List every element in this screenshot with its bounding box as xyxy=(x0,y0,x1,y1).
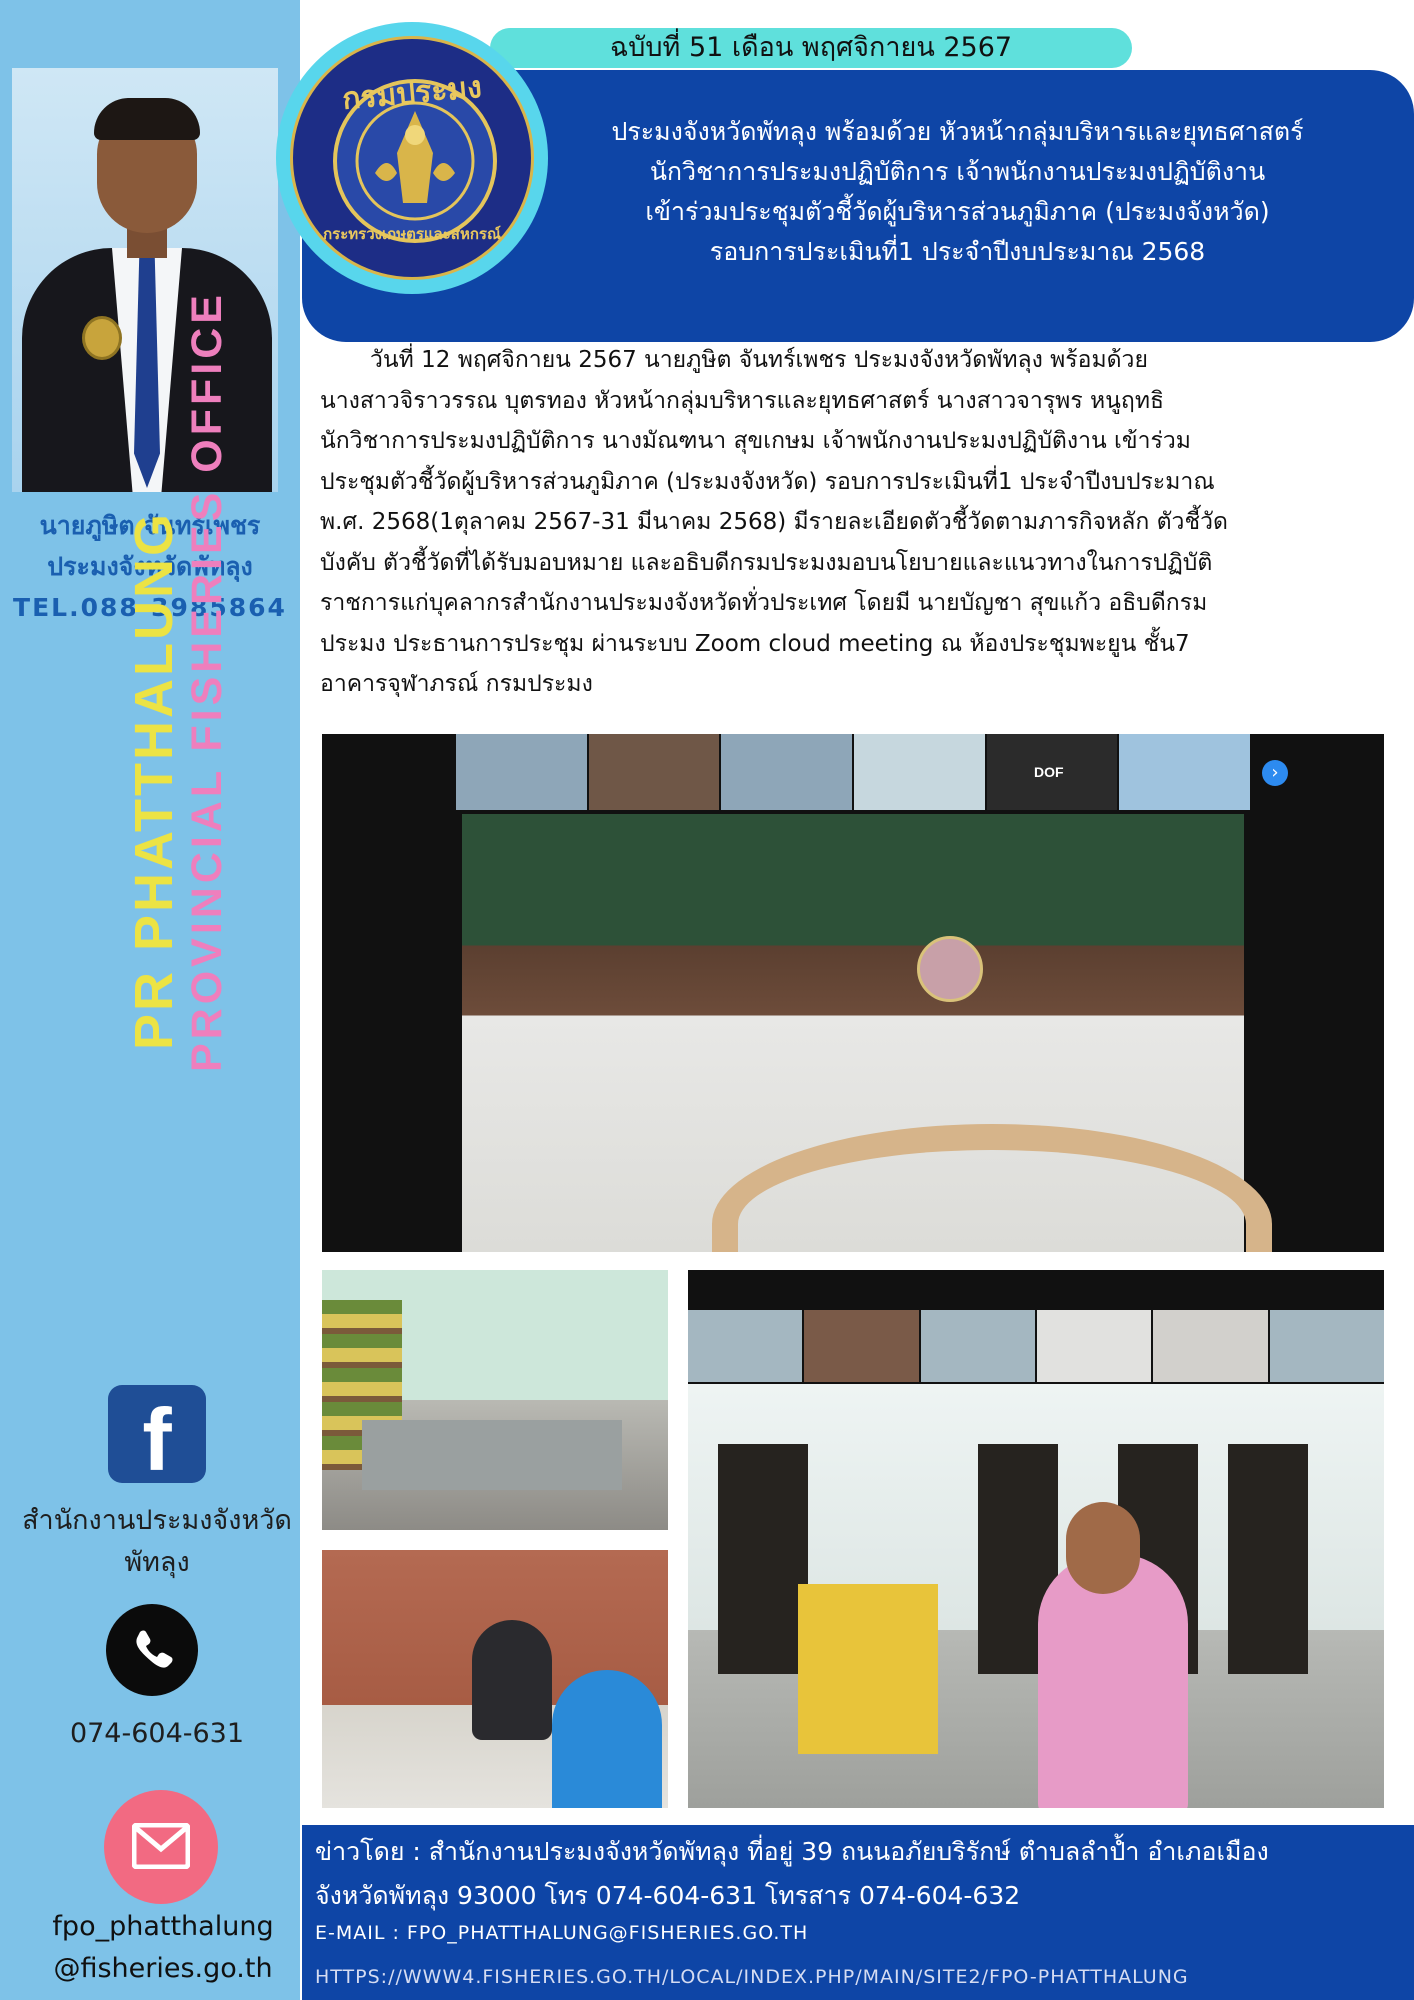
article-line: วันที่ 12 พฤศจิกายน 2567 นายภูษิต จันทร์เพชร ประมงจังหวัดพัทลุง พร้อมด้วย xyxy=(370,347,1148,373)
official-position: ประมงจังหวัดพัทลุง xyxy=(47,552,253,581)
article-line: นักวิชาการประมงปฏิบัติการ นางมัณฑนา สุขเกษม เจ้าพนักงานประมงปฏิบัติงาน เข้าร่วม xyxy=(320,428,1191,454)
footer-address-line1: ข่าวโดย : สำนักงานประมงจังหวัดพัทลุง ที่อยู่ 39 ถนนอภัยบริรักษ์ ตำบลลำป้ำ อำเภอเมือง xyxy=(315,1837,1269,1866)
issue-tab xyxy=(490,28,1132,68)
headline xyxy=(540,112,1375,272)
footer-address-line2: จังหวัดพัทลุง 93000 โทร 074-604-631 โทรสาร 074-604-632 xyxy=(315,1881,1021,1910)
headline-line: ประมงจังหวัดพัทลุง พร้อมด้วย หัวหน้ากลุ่มบริหารและยุทธศาสตร์ xyxy=(611,117,1304,146)
footer-url-link[interactable]: HTTPS://WWW4.FISHERIES.GO.TH/LOCAL/INDEX.PHP/MAIN/SITE2/FPO-PHATTHALUNG xyxy=(315,1966,1189,1988)
article-line: พ.ศ. 2568(1ตุลาคม 2567-31 มีนาคม 2568) มีรายละเอียดตัวชี้วัดตามภารกิจหลัก ตัวชี้วัด xyxy=(320,509,1228,535)
mail-icon[interactable] xyxy=(104,1790,218,1904)
official-tel: TEL.088-3985864 xyxy=(13,593,287,622)
issue-label: ฉบับที่ 51 เดือน พฤศจิกายน 2567 xyxy=(609,32,1013,63)
footer-email[interactable]: E-MAIL : FPO_PHATTHALUNG@FISHERIES.GO.TH xyxy=(315,1922,809,1944)
zoom-tile-label: DOF xyxy=(1034,764,1064,780)
official-portrait xyxy=(12,68,278,492)
facebook-page-name xyxy=(0,1500,314,1584)
badge-pin-icon xyxy=(82,316,122,360)
conference-table xyxy=(712,1124,1272,1252)
headline-line: นักวิชาการประมงปฏิบัติการ เจ้าพนักงานประมงปฏิบัติงาน xyxy=(649,157,1266,186)
department-seal-logo xyxy=(276,22,548,294)
article-line: ประชุมตัวชี้วัดผู้บริหารส่วนภูมิภาค (ประมงจังหวัด) รอบการประเมินที่1 ประจำปีงบประมาณ xyxy=(320,468,1215,495)
zoom-participant-strip xyxy=(456,734,1250,810)
article-body xyxy=(320,340,1396,705)
altar-image xyxy=(798,1584,938,1754)
zoom-meeting-photo xyxy=(322,734,1384,1252)
article-line: อาคารจุฬาภรณ์ กรมประมง xyxy=(320,671,593,697)
article-line: ราชการแก่บุคลากรสำนักงานประมงจังหวัดทั่วประเทศ โดยมี นายบัญชา สุขแก้ว อธิบดีกรม xyxy=(320,590,1208,616)
facebook-icon[interactable]: f xyxy=(108,1385,206,1483)
office-staff-photo xyxy=(322,1270,668,1530)
official-name: นายภูษิต จันทร์เพชร xyxy=(39,511,261,540)
computer-staff-photo xyxy=(322,1550,668,1808)
zoom-participant-strip-2 xyxy=(688,1310,1384,1382)
headline-line: รอบการประเมินที่1 ประจำปีงบประมาณ 2568 xyxy=(709,237,1206,266)
facebook-page-name-line1: สำนักงานประมงจังหวัด xyxy=(22,1505,292,1536)
article-line: ประมง ประธานการประชุม ผ่านระบบ Zoom cloud meeting ณ ห้องประชุมพะยูน ชั้น7 xyxy=(320,630,1190,657)
phone-number: 074-604-631 xyxy=(69,1718,245,1749)
next-arrow-icon: › xyxy=(1262,760,1288,786)
seal-top-text: กรมประมง xyxy=(340,69,484,118)
vertical-title-pr: PR PHATTHALUNG xyxy=(124,511,184,1050)
headline-line: เข้าร่วมประชุมตัวชี้วัดผู้บริหารส่วนภูมิภาค (ประมงจังหวัด) xyxy=(645,197,1270,226)
seal-bottom-text: กระทรวงเกษตรและสหกรณ์ xyxy=(323,225,501,243)
email-line2: @fisheries.go.th xyxy=(53,1953,273,1984)
zoom-director-photo xyxy=(688,1270,1384,1808)
meeting-room-image xyxy=(462,814,1244,1252)
phone-icon[interactable] xyxy=(106,1604,198,1696)
email-address xyxy=(0,1906,326,1990)
article-line: นางสาวจิราวรรณ บุตรทอง หัวหน้ากลุ่มบริหารและยุทธศาสตร์ นางสาวจารุพร หนูฤทธิ xyxy=(320,387,1165,414)
email-line1: fpo_phatthalung xyxy=(52,1911,274,1942)
vertical-title-office: PROVINCIAL FISHERIES OFFICE xyxy=(183,291,231,1072)
wall-emblem-icon xyxy=(917,936,983,1002)
article-line: บังคับ ตัวชี้วัดที่ได้รับมอบหมาย และอธิบดีกรมประมงมอบนโยบายและแนวทางในการปฏิบัติ xyxy=(320,549,1213,576)
facebook-page-name-line2: พัทลุง xyxy=(124,1547,190,1578)
